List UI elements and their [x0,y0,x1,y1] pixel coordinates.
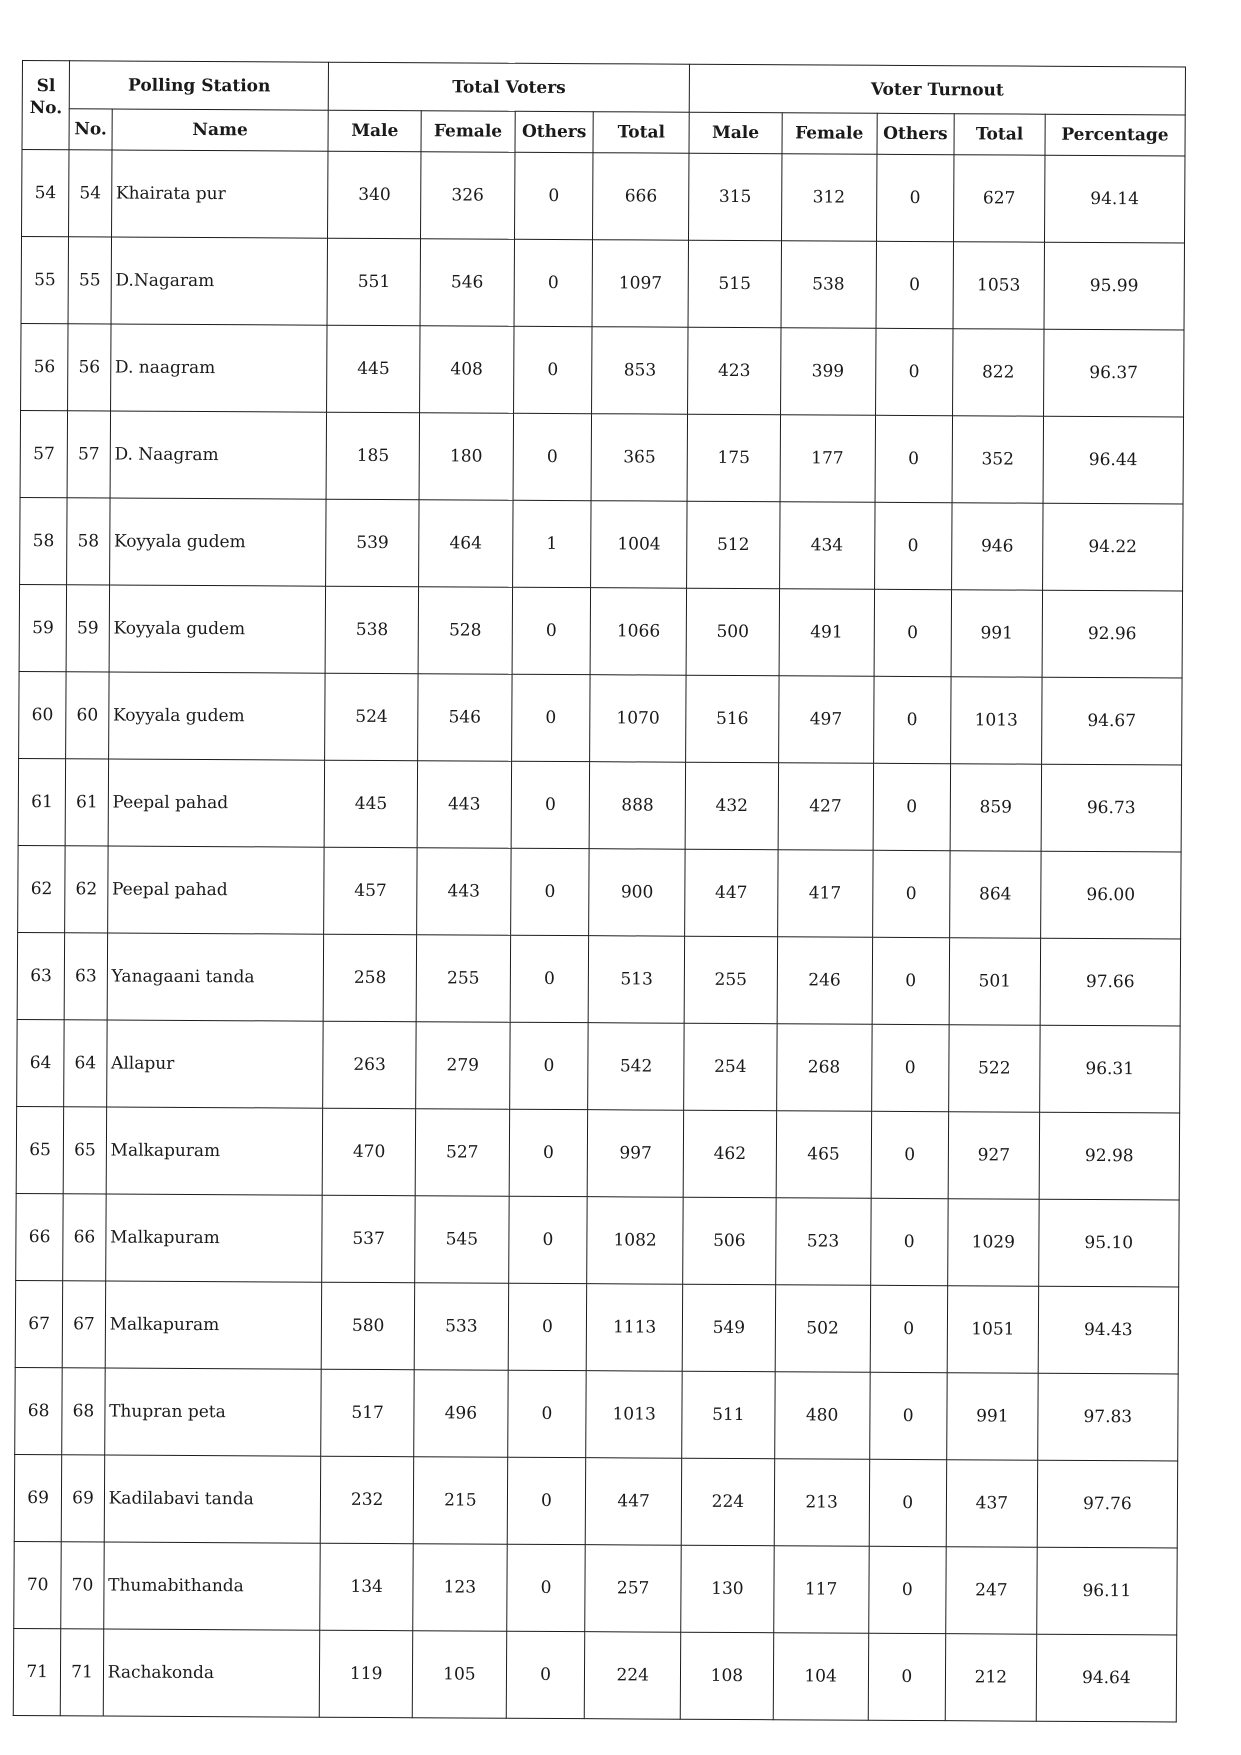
cell-tv-male: 539 [326,499,419,587]
cell-vt-total: 1053 [953,242,1044,330]
cell-tv-total: 1097 [592,240,688,328]
cell-tv-female: 546 [418,674,512,762]
cell-tv-others: 0 [510,935,589,1022]
table-row [21,237,1184,330]
cell-vt-male: 432 [685,762,778,850]
cell-ps-name: Koyyala gudem [109,498,326,586]
cell-tv-total: 1013 [586,1371,682,1459]
cell-vt-male: 423 [688,327,781,415]
cell-vt-others: 0 [872,850,950,937]
cell-ps-name: Allapur [106,1020,323,1108]
cell-tv-male: 263 [323,1021,416,1109]
cell-vt-total: 927 [948,1112,1039,1200]
cell-vt-others: 0 [868,1546,946,1633]
cell-tv-male: 580 [322,1282,415,1370]
cell-percentage: 94.43 [1038,1286,1179,1374]
cell-sl-no: 54 [22,150,70,237]
cell-ps-name: Malkapuram [105,1194,322,1282]
table-row [19,671,1182,764]
cell-tv-female: 527 [415,1109,509,1197]
cell-tv-female: 180 [419,413,513,501]
cell-vt-total: 627 [954,155,1045,243]
cell-ps-name: Yanagaani tanda [107,933,324,1021]
cell-tv-male: 517 [321,1369,414,1457]
cell-ps-no: 63 [64,933,107,1020]
cell-vt-female: 497 [778,676,873,764]
cell-ps-name: Malkapuram [105,1281,322,1369]
header-vt-total: Total [954,114,1045,156]
cell-vt-male: 515 [688,240,781,328]
cell-tv-total: 1066 [590,588,686,676]
cell-tv-male: 551 [327,238,420,326]
cell-vt-others: 0 [876,241,954,328]
cell-vt-others: 0 [872,937,950,1024]
cell-tv-female: 408 [420,326,514,414]
cell-vt-male: 447 [685,849,778,937]
cell-ps-name: Thumabithanda [103,1542,320,1630]
cell-vt-others: 0 [869,1459,947,1546]
cell-vt-total: 352 [952,416,1043,504]
cell-tv-total: 257 [585,1545,681,1633]
cell-ps-name: Malkapuram [106,1107,323,1195]
cell-tv-male: 258 [323,934,416,1022]
table-row [17,1019,1180,1112]
cell-vt-female: 523 [775,1198,870,1286]
cell-vt-male: 254 [684,1023,777,1111]
cell-ps-no: 60 [66,672,109,759]
cell-vt-others: 0 [869,1372,947,1459]
cell-tv-others: 0 [510,848,589,935]
header-voter-turnout: Voter Turnout [689,64,1185,115]
table-row [19,584,1182,677]
cell-vt-male: 462 [683,1110,776,1198]
cell-tv-others: 0 [514,239,593,326]
cell-vt-total: 1013 [951,677,1042,765]
cell-sl-no: 55 [21,237,69,324]
cell-vt-female: 312 [781,154,876,242]
cell-vt-female: 538 [781,241,876,329]
header-vt-female: Female [782,113,877,155]
cell-vt-male: 224 [681,1458,774,1546]
cell-vt-total: 212 [945,1634,1036,1722]
header-total-voters: Total Voters [329,62,690,112]
cell-percentage: 92.96 [1042,590,1183,678]
cell-vt-female: 480 [774,1372,869,1460]
cell-vt-others: 0 [874,589,952,676]
cell-ps-no: 66 [63,1194,106,1281]
table-row [16,1193,1179,1286]
cell-sl-no: 57 [20,410,68,497]
table-row [15,1280,1178,1373]
cell-vt-male: 255 [684,936,777,1024]
cell-vt-total: 1051 [947,1286,1038,1374]
cell-ps-name: Koyyala gudem [108,672,325,760]
header-tv-female: Female [421,111,515,153]
cell-vt-female: 399 [780,328,875,416]
table-row [18,845,1181,938]
cell-percentage: 94.22 [1042,503,1183,591]
cell-tv-others: 0 [513,413,592,500]
cell-tv-total: 997 [588,1110,684,1198]
cell-tv-others: 0 [509,1022,588,1109]
cell-tv-male: 134 [320,1543,413,1631]
table-row [20,497,1183,590]
cell-percentage: 97.83 [1037,1373,1178,1461]
cell-tv-female: 496 [414,1370,508,1458]
header-row-columns [22,109,1185,156]
cell-tv-female: 545 [415,1196,509,1284]
cell-ps-no: 61 [65,759,108,846]
cell-vt-total: 247 [946,1547,1037,1635]
table-row [21,323,1184,416]
cell-vt-total: 501 [949,938,1040,1026]
cell-tv-others: 0 [508,1283,587,1370]
cell-vt-others: 0 [868,1633,946,1720]
cell-ps-no: 57 [67,411,110,498]
cell-vt-total: 522 [949,1025,1040,1113]
cell-ps-no: 59 [66,585,109,672]
cell-sl-no: 69 [14,1454,62,1541]
cell-ps-no: 71 [61,1629,104,1716]
cell-vt-others: 0 [875,415,953,502]
cell-vt-total: 822 [953,329,1044,417]
cell-tv-female: 443 [417,848,511,936]
table-row [15,1367,1178,1460]
cell-vt-total: 864 [950,851,1041,939]
cell-tv-male: 538 [325,586,418,674]
cell-tv-total: 666 [593,153,689,241]
cell-vt-others: 0 [875,328,953,415]
cell-ps-name: Kadilabavi tanda [104,1455,321,1543]
cell-tv-others: 0 [513,326,592,413]
cell-tv-male: 232 [321,1456,414,1544]
cell-ps-no: 56 [68,324,111,411]
cell-ps-no: 54 [69,150,112,237]
cell-vt-male: 549 [682,1284,775,1372]
cell-vt-male: 130 [681,1545,774,1633]
header-sl-no: Sl No. [22,61,70,150]
cell-percentage: 96.31 [1039,1025,1180,1113]
cell-sl-no: 60 [19,671,67,758]
cell-sl-no: 62 [18,845,66,932]
cell-vt-female: 502 [775,1285,870,1373]
cell-ps-no: 58 [67,498,110,585]
cell-tv-others: 0 [506,1631,585,1718]
cell-percentage: 94.67 [1041,677,1182,765]
header-tv-total: Total [593,112,689,154]
cell-percentage: 95.10 [1038,1199,1179,1287]
cell-vt-female: 434 [779,502,874,590]
table-row [14,1541,1177,1634]
cell-tv-total: 1004 [591,501,687,589]
cell-tv-female: 105 [412,1631,506,1719]
cell-tv-male: 445 [327,325,420,413]
cell-vt-others: 0 [876,154,954,241]
cell-vt-female: 427 [778,763,873,851]
cell-ps-no: 65 [64,1107,107,1194]
cell-tv-others: 0 [511,761,590,848]
cell-vt-others: 0 [871,1111,949,1198]
cell-ps-name: Thupran peta [104,1368,321,1456]
cell-ps-name: Peepal pahad [107,846,324,934]
cell-vt-others: 0 [874,502,952,589]
cell-tv-others: 0 [506,1544,585,1631]
header-vt-male: Male [689,112,782,154]
cell-tv-total: 1113 [587,1284,683,1372]
cell-percentage: 96.11 [1037,1547,1178,1635]
table-row [18,758,1181,851]
cell-sl-no: 64 [17,1019,65,1106]
cell-tv-total: 365 [591,414,687,502]
cell-tv-others: 0 [508,1196,587,1283]
cell-vt-female: 491 [779,589,874,677]
cell-ps-name: Khairata pur [111,150,328,238]
cell-vt-male: 175 [687,414,780,502]
cell-ps-no: 62 [65,846,108,933]
cell-ps-name: Peepal pahad [108,759,325,847]
cell-vt-male: 506 [683,1197,776,1285]
header-tv-others: Others [515,111,594,152]
cell-tv-total: 224 [585,1632,681,1720]
cell-ps-no: 64 [64,1020,107,1107]
cell-sl-no: 63 [17,932,65,1019]
cell-tv-female: 215 [413,1457,507,1545]
header-ps-no: No. [69,109,112,150]
cell-percentage: 96.37 [1043,329,1184,417]
cell-tv-male: 340 [328,151,421,239]
cell-ps-name: D. naagram [110,324,327,412]
cell-sl-no: 58 [20,497,68,584]
cell-vt-female: 465 [776,1111,871,1199]
cell-vt-others: 0 [870,1198,948,1285]
cell-tv-total: 1082 [587,1197,683,1285]
cell-vt-female: 117 [774,1546,869,1634]
cell-ps-name: D.Nagaram [111,237,328,325]
cell-percentage: 95.99 [1044,242,1185,330]
header-ps-name: Name [112,109,329,151]
cell-percentage: 94.64 [1036,1634,1177,1722]
cell-percentage: 97.76 [1037,1460,1178,1548]
cell-sl-no: 68 [15,1367,63,1454]
cell-tv-female: 123 [413,1544,507,1632]
cell-vt-male: 511 [682,1371,775,1459]
cell-tv-female: 443 [417,761,511,849]
cell-ps-no: 69 [62,1455,105,1542]
cell-tv-male: 470 [323,1108,416,1196]
cell-vt-male: 512 [687,501,780,589]
cell-vt-others: 0 [873,676,951,763]
cell-tv-total: 900 [589,849,685,937]
cell-percentage: 96.73 [1041,764,1182,852]
cell-vt-total: 991 [947,1373,1038,1461]
table-row [13,1628,1176,1721]
cell-ps-no: 67 [63,1281,106,1368]
table-row [14,1454,1177,1547]
cell-tv-others: 0 [511,674,590,761]
cell-tv-male: 185 [326,412,419,500]
document-sheet [13,60,1186,1722]
cell-sl-no: 70 [14,1541,62,1628]
cell-tv-others: 0 [507,1370,586,1457]
cell-tv-male: 524 [325,673,418,761]
cell-tv-total: 888 [589,762,685,850]
cell-tv-female: 464 [419,500,513,588]
cell-ps-no: 68 [62,1368,105,1455]
cell-tv-total: 513 [588,936,684,1024]
table-row [17,932,1180,1025]
cell-vt-female: 417 [777,850,872,938]
cell-vt-female: 213 [774,1459,869,1547]
cell-vt-others: 0 [873,763,951,850]
cell-tv-total: 447 [586,1458,682,1546]
cell-vt-total: 946 [952,503,1043,591]
cell-tv-others: 0 [509,1109,588,1196]
table-body [13,150,1185,1722]
cell-percentage: 96.00 [1040,851,1181,939]
header-row-group [22,61,1185,115]
header-polling-station: Polling Station [70,61,329,110]
cell-vt-male: 500 [686,588,779,676]
cell-ps-no: 70 [61,1542,104,1629]
cell-sl-no: 71 [13,1628,61,1715]
cell-percentage: 96.44 [1043,416,1184,504]
cell-tv-male: 457 [324,847,417,935]
cell-tv-female: 326 [421,152,515,240]
cell-tv-others: 1 [512,500,591,587]
table-row [22,150,1185,243]
cell-ps-name: D. Naagram [110,411,327,499]
cell-tv-female: 546 [420,239,514,327]
cell-tv-female: 528 [418,587,512,675]
cell-tv-total: 542 [588,1023,684,1111]
cell-sl-no: 59 [19,584,67,671]
cell-vt-male: 108 [680,1632,773,1720]
cell-sl-no: 66 [16,1193,64,1280]
cell-tv-male: 537 [322,1195,415,1283]
cell-tv-others: 0 [507,1457,586,1544]
cell-ps-no: 55 [68,237,111,324]
cell-vt-male: 315 [689,153,782,241]
header-tv-male: Male [328,110,421,152]
cell-vt-total: 437 [946,1460,1037,1548]
cell-tv-others: 0 [514,152,593,239]
table-row [20,410,1183,503]
cell-ps-name: Koyyala gudem [109,585,326,673]
cell-sl-no: 67 [15,1280,63,1367]
cell-vt-total: 1029 [948,1199,1039,1287]
cell-tv-total: 1070 [590,675,686,763]
cell-vt-female: 104 [773,1633,868,1721]
cell-percentage: 92.98 [1039,1112,1180,1200]
cell-tv-total: 853 [592,327,688,415]
cell-percentage: 94.14 [1044,155,1185,243]
cell-vt-female: 246 [777,937,872,1025]
header-vt-others: Others [876,113,954,154]
cell-vt-others: 0 [871,1024,949,1111]
cell-tv-female: 279 [416,1022,510,1110]
cell-tv-female: 255 [416,935,510,1023]
header-percentage: Percentage [1045,114,1185,156]
cell-tv-male: 119 [320,1630,413,1718]
cell-vt-female: 268 [776,1024,871,1112]
cell-percentage: 97.66 [1040,938,1181,1026]
cell-vt-male: 516 [686,675,779,763]
cell-sl-no: 65 [16,1106,64,1193]
cell-vt-others: 0 [870,1285,948,1372]
cell-tv-female: 533 [414,1283,508,1371]
cell-sl-no: 61 [18,758,66,845]
cell-sl-no: 56 [21,323,69,410]
cell-vt-female: 177 [780,415,875,503]
cell-tv-others: 0 [512,587,591,674]
cell-vt-total: 991 [951,590,1042,678]
table-row [16,1106,1179,1199]
voter-turnout-table [13,60,1186,1722]
cell-tv-male: 445 [324,760,417,848]
cell-vt-total: 859 [950,764,1041,852]
cell-ps-name: Rachakonda [103,1629,320,1717]
